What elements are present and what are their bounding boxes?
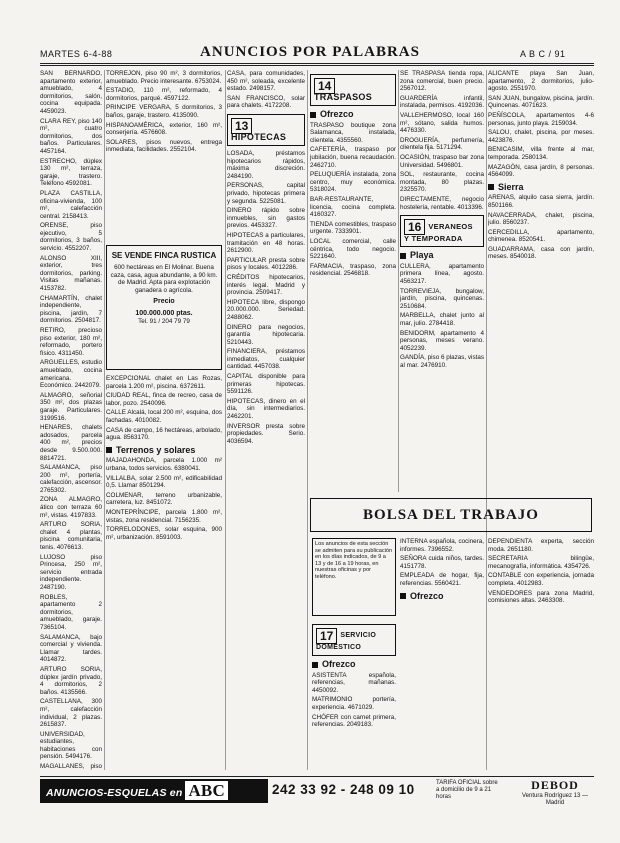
page-title: ANUNCIOS POR PALABRAS <box>200 44 420 60</box>
classified-ad: TIENDA comestibles, traspaso urgente. 7333901. <box>310 220 396 236</box>
classified-ad: ARENAS, alquilo casa sierra, jardín. 8501166. <box>488 194 594 209</box>
classified-ad: TORRELODONES, solar esquina, 900 m², urbanización. 8591003. <box>106 526 222 541</box>
column-rule <box>307 70 308 770</box>
classified-ad: SOLARES, pisos nuevos, entrega inmediata, facilidades. 2552104. <box>106 138 222 154</box>
classified-ad: CRÉDITOS hipotecarios, interés legal. Madrid y provincia. 2509417. <box>227 273 305 297</box>
classified-ad: DINERO para negocios, garantía hipotecaria. 5210443. <box>227 323 305 346</box>
classified-ad: NAVACERRADA, chalet, piscina, julio. 8560237. <box>488 211 594 227</box>
debod-address: Ventura Rodríguez 13 — Madrid <box>521 793 589 806</box>
section-number: 13 <box>231 118 252 134</box>
classified-ad: HIPOTECAS a particulares, tramitación en 48 horas. 2612900. <box>227 231 305 255</box>
page-number: A B C / 91 <box>520 49 566 59</box>
classified-ad: ARGUELLES, estudio amueblado, cocina americana. Económico. 2442079. <box>40 359 102 390</box>
classified-ad: MAGALLANES, piso <box>40 763 102 770</box>
classified-ad: ARTURO SORIA, dúplex jardín privado, 4 dormitorios, 2 baños. 4135566. <box>40 665 102 696</box>
section-title: SERVICIO DOMÉSTICO <box>316 632 377 651</box>
classified-ad: LUJOSO piso Princesa, 250 m², servicio entrada independiente. 2487190. <box>40 553 102 591</box>
classified-ad: MARBELLA, chalet junto al mar, julio. 2784418. <box>400 312 484 327</box>
subhead-ofrezco: Ofrezco <box>310 111 396 119</box>
column-2-top <box>106 70 222 240</box>
column-5 <box>400 70 484 492</box>
square-bullet-icon <box>106 447 112 453</box>
classified-ad: COLMENAR, terreno urbanizable, carretera, luz. 8451072. <box>106 491 222 507</box>
debod-logo: DEBOD <box>531 778 579 792</box>
classified-ad: PERSONAS, capital privado, hipotecas primera y segunda. 5225081. <box>227 182 305 205</box>
classified-ad: CULLERA, apartamento primera línea, agosto. 4563217. <box>400 262 484 285</box>
classified-ad: ARTURO SORIA, chalet 4 plantas, piscina comunitaria, tenis. 4076613. <box>40 521 102 552</box>
issue-date: MARTES 6-4-88 <box>40 49 113 59</box>
finca-advert-box <box>106 245 222 370</box>
classified-ad: HISPANOAMÉRICA, exterior, 160 m², conserjería. 4576608. <box>106 121 222 137</box>
subhead-ofrezco: Ofrezco <box>312 661 396 669</box>
tarifa-text: TARIFA OFICIAL sobre a domicilio de 9 a 21 horas <box>436 780 498 800</box>
classified-ad: SECRETARIA bilingüe, mecanografía, informática. 4354726. <box>488 555 594 570</box>
finca-phone: Tel. 91 / 204 79 79 <box>138 317 190 325</box>
header-rule-2 <box>40 65 594 66</box>
footer-rule <box>40 776 594 777</box>
section-number: 16 <box>404 219 425 235</box>
finca-title: SE VENDE FINCA RUSTICA <box>111 251 217 260</box>
classified-ad: GANDÍA, piso 6 plazas, vistas al mar. 2476910. <box>400 354 484 369</box>
subhead-ofrezco: Ofrezco <box>400 593 484 601</box>
classified-ad: TRASPASO boutique zona Salamanca, instalada, clientela. 4355560. <box>310 121 396 144</box>
classified-ad: ALMAGRO, señorial 350 m², dos plazas garaje. Particulares. 3199516. <box>40 391 102 422</box>
classified-ad: VENDEDORES para zona Madrid, comisiones altas. 2463308. <box>488 589 594 605</box>
section-veraneo <box>400 215 484 247</box>
classified-ad: FARMACIA, traspaso, zona residencial. 2546818. <box>310 262 396 278</box>
servicio-block <box>312 624 396 772</box>
column-3 <box>227 70 305 770</box>
classified-ad: CAPITAL disponible para primeras hipotecas. 5591126. <box>227 373 305 396</box>
classified-ad: ZONA ALMAGRO, ático con terraza 60 m², vistas. 4197833. <box>40 496 102 519</box>
classified-ad: HIPOTECAS, dinero en el día, sin intermediarios. 2462201. <box>227 397 305 421</box>
column-rule <box>398 70 399 492</box>
classified-ad: ROBLES, apartamento 2 dormitorios, amueblado, garaje. 7365104. <box>40 593 102 631</box>
column-4 <box>310 70 396 492</box>
bolsa-column-2 <box>400 538 484 772</box>
classified-ad: LOSADA, préstamos hipotecarios rápidos, máxima discreción. 2484190. <box>227 150 305 180</box>
square-bullet-icon <box>310 112 316 118</box>
classified-ad: HENARES, chalets adosados, parcela 400 m², precios desde 9.500.000. 8814721. <box>40 424 102 462</box>
classified-ad: EMPLEADA de hogar, fija, referencias. 5560421. <box>400 572 484 587</box>
classified-ad: INVERSOR presta sobre propiedades. Serio. 4036594. <box>227 422 305 445</box>
classified-ad: BENICASIM, villa frente al mar, temporada. 2580134. <box>488 146 594 161</box>
classified-ad: CLARA REY, piso 140 m², cuatro dormitorios, dos baños. Particulares. 4457164. <box>40 117 102 155</box>
classified-ad: EXCEPCIONAL chalet en Las Rozas, parcela 1.200 m², piscina. 6372611. <box>106 375 222 390</box>
finca-price-label: Precio <box>153 298 175 306</box>
finca-price: 100.000.000 ptas. <box>135 309 193 317</box>
classified-ad: SALOU, chalet, piscina, por meses. 4423876. <box>488 129 594 144</box>
subhead-terrenos: Terrenos y solares <box>106 447 222 455</box>
subhead-sierra: Sierra <box>488 184 594 192</box>
header-rule <box>40 63 594 64</box>
classified-ad: VALLEHERMOSO, local 160 m², sótano, salida humos. 4476330. <box>400 111 484 135</box>
classified-ad: GUARDERÍA infantil, instalada, permisos. 4192036. <box>400 94 484 110</box>
square-bullet-icon <box>312 662 318 668</box>
classified-ad: PELUQUERÍA instalada, zona centro, muy económica. 5318024. <box>310 171 396 194</box>
classified-ad: SOL, restaurante, cocina montada, 80 plazas. 2325570. <box>400 171 484 194</box>
classified-ad: MONTEPRÍNCIPE, parcela 1.800 m², vistas, zona residencial. 7156235. <box>106 508 222 524</box>
debod-advert <box>516 778 594 805</box>
classified-ad: SE TRASPASA tienda ropa, zona comercial, buen precio. 2567012. <box>400 70 484 93</box>
column-2-bottom <box>106 375 222 770</box>
square-bullet-icon <box>400 253 406 259</box>
section-number: 14 <box>314 78 335 94</box>
classified-ad: PARTICULAR presta sobre pisos y locales. 4012286. <box>227 256 305 272</box>
classified-ad: SEÑORA cuida niños, tardes. 4151778. <box>400 555 484 570</box>
classified-ad: SAN BERNARDO, apartamento exterior, amueblado, 4 dormitorios, salón, cocina equipada. 4459023. <box>40 70 102 115</box>
classified-ad: CHÓFER con carnet primera, referencias. 2049183. <box>312 713 396 729</box>
classified-ad: SALAMANCA, bajo comercial y vivienda. Llamar tardes. 4014872. <box>40 633 102 664</box>
section-title: HIPOTECAS <box>231 131 287 142</box>
esquelas-banner: ANUNCIOS-ESQUELAS en ABC <box>40 779 268 803</box>
classified-ad: BENIDORM, apartamento 4 personas, meses verano. 4052239. <box>400 329 484 352</box>
esquelas-phone: 242 33 92 - 248 09 10 <box>272 782 415 797</box>
classified-ad: ASISTENTA española, referencias, mañanas. 4450092. <box>312 671 396 694</box>
classified-ad: INTERNA española, cocinera, informes. 7396552. <box>400 538 484 553</box>
classified-ad: ESTADIO, 110 m², reformado, 4 dormitorios, parqué. 4597122. <box>106 87 222 102</box>
section-number: 17 <box>316 628 337 644</box>
bolsa-column-3 <box>488 538 594 772</box>
classified-ad: SAN JUAN, bungalow, piscina, jardín. Quincenas. 4071623. <box>488 94 594 110</box>
section-servicio <box>312 624 396 656</box>
section-hipotecas <box>227 114 305 146</box>
classified-ad: DIRECTAMENTE, negocio hostelería, rentable. 4013396. <box>400 195 484 211</box>
classified-ad: CAFETERÍA, traspaso por jubilación, buena recaudación. 2462710. <box>310 146 396 169</box>
classified-ad: DROGUERÍA, perfumería, clientela fija. 5171294. <box>400 136 484 152</box>
bolsa-del-trabajo-banner: BOLSA DEL TRABAJO <box>310 498 592 532</box>
classified-ad: BAR-RESTAURANTE, licencia, cocina completa. 4160327. <box>310 196 396 219</box>
classified-ad: PLAZA CASTILLA, oficina-vivienda, 100 m², calefacción central. 2158413. <box>40 189 102 220</box>
square-bullet-icon <box>488 184 494 190</box>
classified-ad: PEÑÍSCOLA, apartamentos 4-6 personas, junto playa. 2159034. <box>488 111 594 127</box>
classified-ad: CALLE Alcalá, local 200 m², esquina, dos fachadas. 4010082. <box>106 409 222 424</box>
classified-ad: ESTRECHO, dúplex 130 m², terraza, garaje, trastero. Teléfono 4592081. <box>40 157 102 188</box>
classified-ad: PRINCIPE VERGARA, 5 dormitorios, 3 baños, garaje, trastero. 4135090. <box>106 104 222 119</box>
classified-ad: CIUDAD REAL, finca de recreo, casa de labor, pozo. 2540096. <box>106 392 222 407</box>
classified-ad: ALICANTE playa San Juan, apartamento, 2 dormitorios, julio-agosto. 2551970. <box>488 70 594 93</box>
classified-ad: CASA de campo, 16 hectáreas, arbolado, agua. 8563170. <box>106 426 222 442</box>
footer-advert-bar <box>40 778 594 806</box>
classified-ad: ALONSO XIII, exterior, tres dormitorios, parking. Visitas mañanas. 4153782. <box>40 254 102 293</box>
column-rule <box>225 70 226 770</box>
square-bullet-icon <box>400 593 406 599</box>
classified-ad: TORREJÓN, piso 90 m², 3 dormitorios, amueblado. Precio interesante. 6753024. <box>106 70 222 85</box>
section-traspasos <box>310 74 396 106</box>
classified-ad: FINANCIERA, préstamos inmediatos, cualquier cantidad. 4457038. <box>227 348 305 371</box>
section-title: VERANEOS Y TEMPORADA <box>404 222 473 244</box>
classified-ad: SAN FRANCISCO, solar para chalets. 4172208. <box>227 94 305 110</box>
classified-ad: MATRIMONIO portería, experiencia. 4671029. <box>312 696 396 712</box>
classified-ad: DEPENDIENTA experta, sección moda. 2651180. <box>488 538 594 553</box>
notice-box: Los anuncios de esta sección se admiten para su publicación en los días indicados, de 9 a 13 y de 16 a 19 horas, en nuestras oficinas y por teléfono. <box>312 538 396 616</box>
classified-ad: ORENSE, piso ejecutivo, 5 dormitorios, 3 baños, servicio. 4552207. <box>40 222 102 253</box>
column-6-top <box>488 70 594 492</box>
classified-ad: CASTELLANA, 300 m², calefacción individual, 2 plazas. 2615837. <box>40 698 102 729</box>
classified-ad: LOCAL comercial, calle céntrica, todo negocio. 5221640. <box>310 237 396 261</box>
column-rule <box>104 70 105 770</box>
classified-ad: MAZAGÓN, casa jardín, 8 personas. 4564099. <box>488 163 594 179</box>
column-rule <box>486 70 487 770</box>
finca-body: 600 hectáreas en El Molinar. Buena caza, casa, agua abundante, a 90 km. de Madrid. Apta para explotación ganadera o agrícola. <box>110 264 218 294</box>
classified-ad: SALAMANCA, piso 200 m², portería, calefacción, ascensor. 2765302. <box>40 464 102 494</box>
classified-ad: TORREVIEJA, bungalow, jardín, piscina, quincenas. 2510684. <box>400 287 484 310</box>
classified-ad: DINERO rápido sobre inmuebles, sin gastos previos. 4453327. <box>227 207 305 230</box>
classified-ad: UNIVERSIDAD, estudiantes, habitaciones con pensión. 5494176. <box>40 730 102 761</box>
section-title: TRASPASOS <box>314 92 373 102</box>
subhead-playa: Playa <box>400 252 484 260</box>
classified-ad: OCASIÓN, traspaso bar zona Universidad. 5496801. <box>400 153 484 169</box>
classified-ad: HIPOTECA libre, dispongo 20.000.000. Seriedad. 2488062. <box>227 298 305 321</box>
classified-ad: VILLALBA, solar 2.500 m², edificabilidad 0,5. Llamar 8501294. <box>106 474 222 490</box>
classified-ad: CASA, para comunidades, 450 m², soleada, excelente estado. 2498157. <box>227 70 305 93</box>
classified-ad: MAJADAHONDA, parcela 1.000 m² urbana, todos servicios. 6380041. <box>106 457 222 472</box>
classified-ad: CONTABLE con experiencia, jornada completa. 4012983. <box>488 572 594 587</box>
classified-ad: CHAMARTÍN, chalet independiente, piscina, jardín, 7 dormitorios. 2504817. <box>40 294 102 325</box>
classified-ad: GUADARRAMA, casa con jardín, meses. 8540018. <box>488 245 594 261</box>
abc-logo: ABC <box>185 781 228 800</box>
classified-ad: CERCEDILLA, apartamento, chimenea. 8520541. <box>488 228 594 244</box>
classified-ad: RETIRO, precioso piso exterior, 180 m², reformado, portero físico. 4311450. <box>40 327 102 357</box>
column-1 <box>40 70 102 770</box>
